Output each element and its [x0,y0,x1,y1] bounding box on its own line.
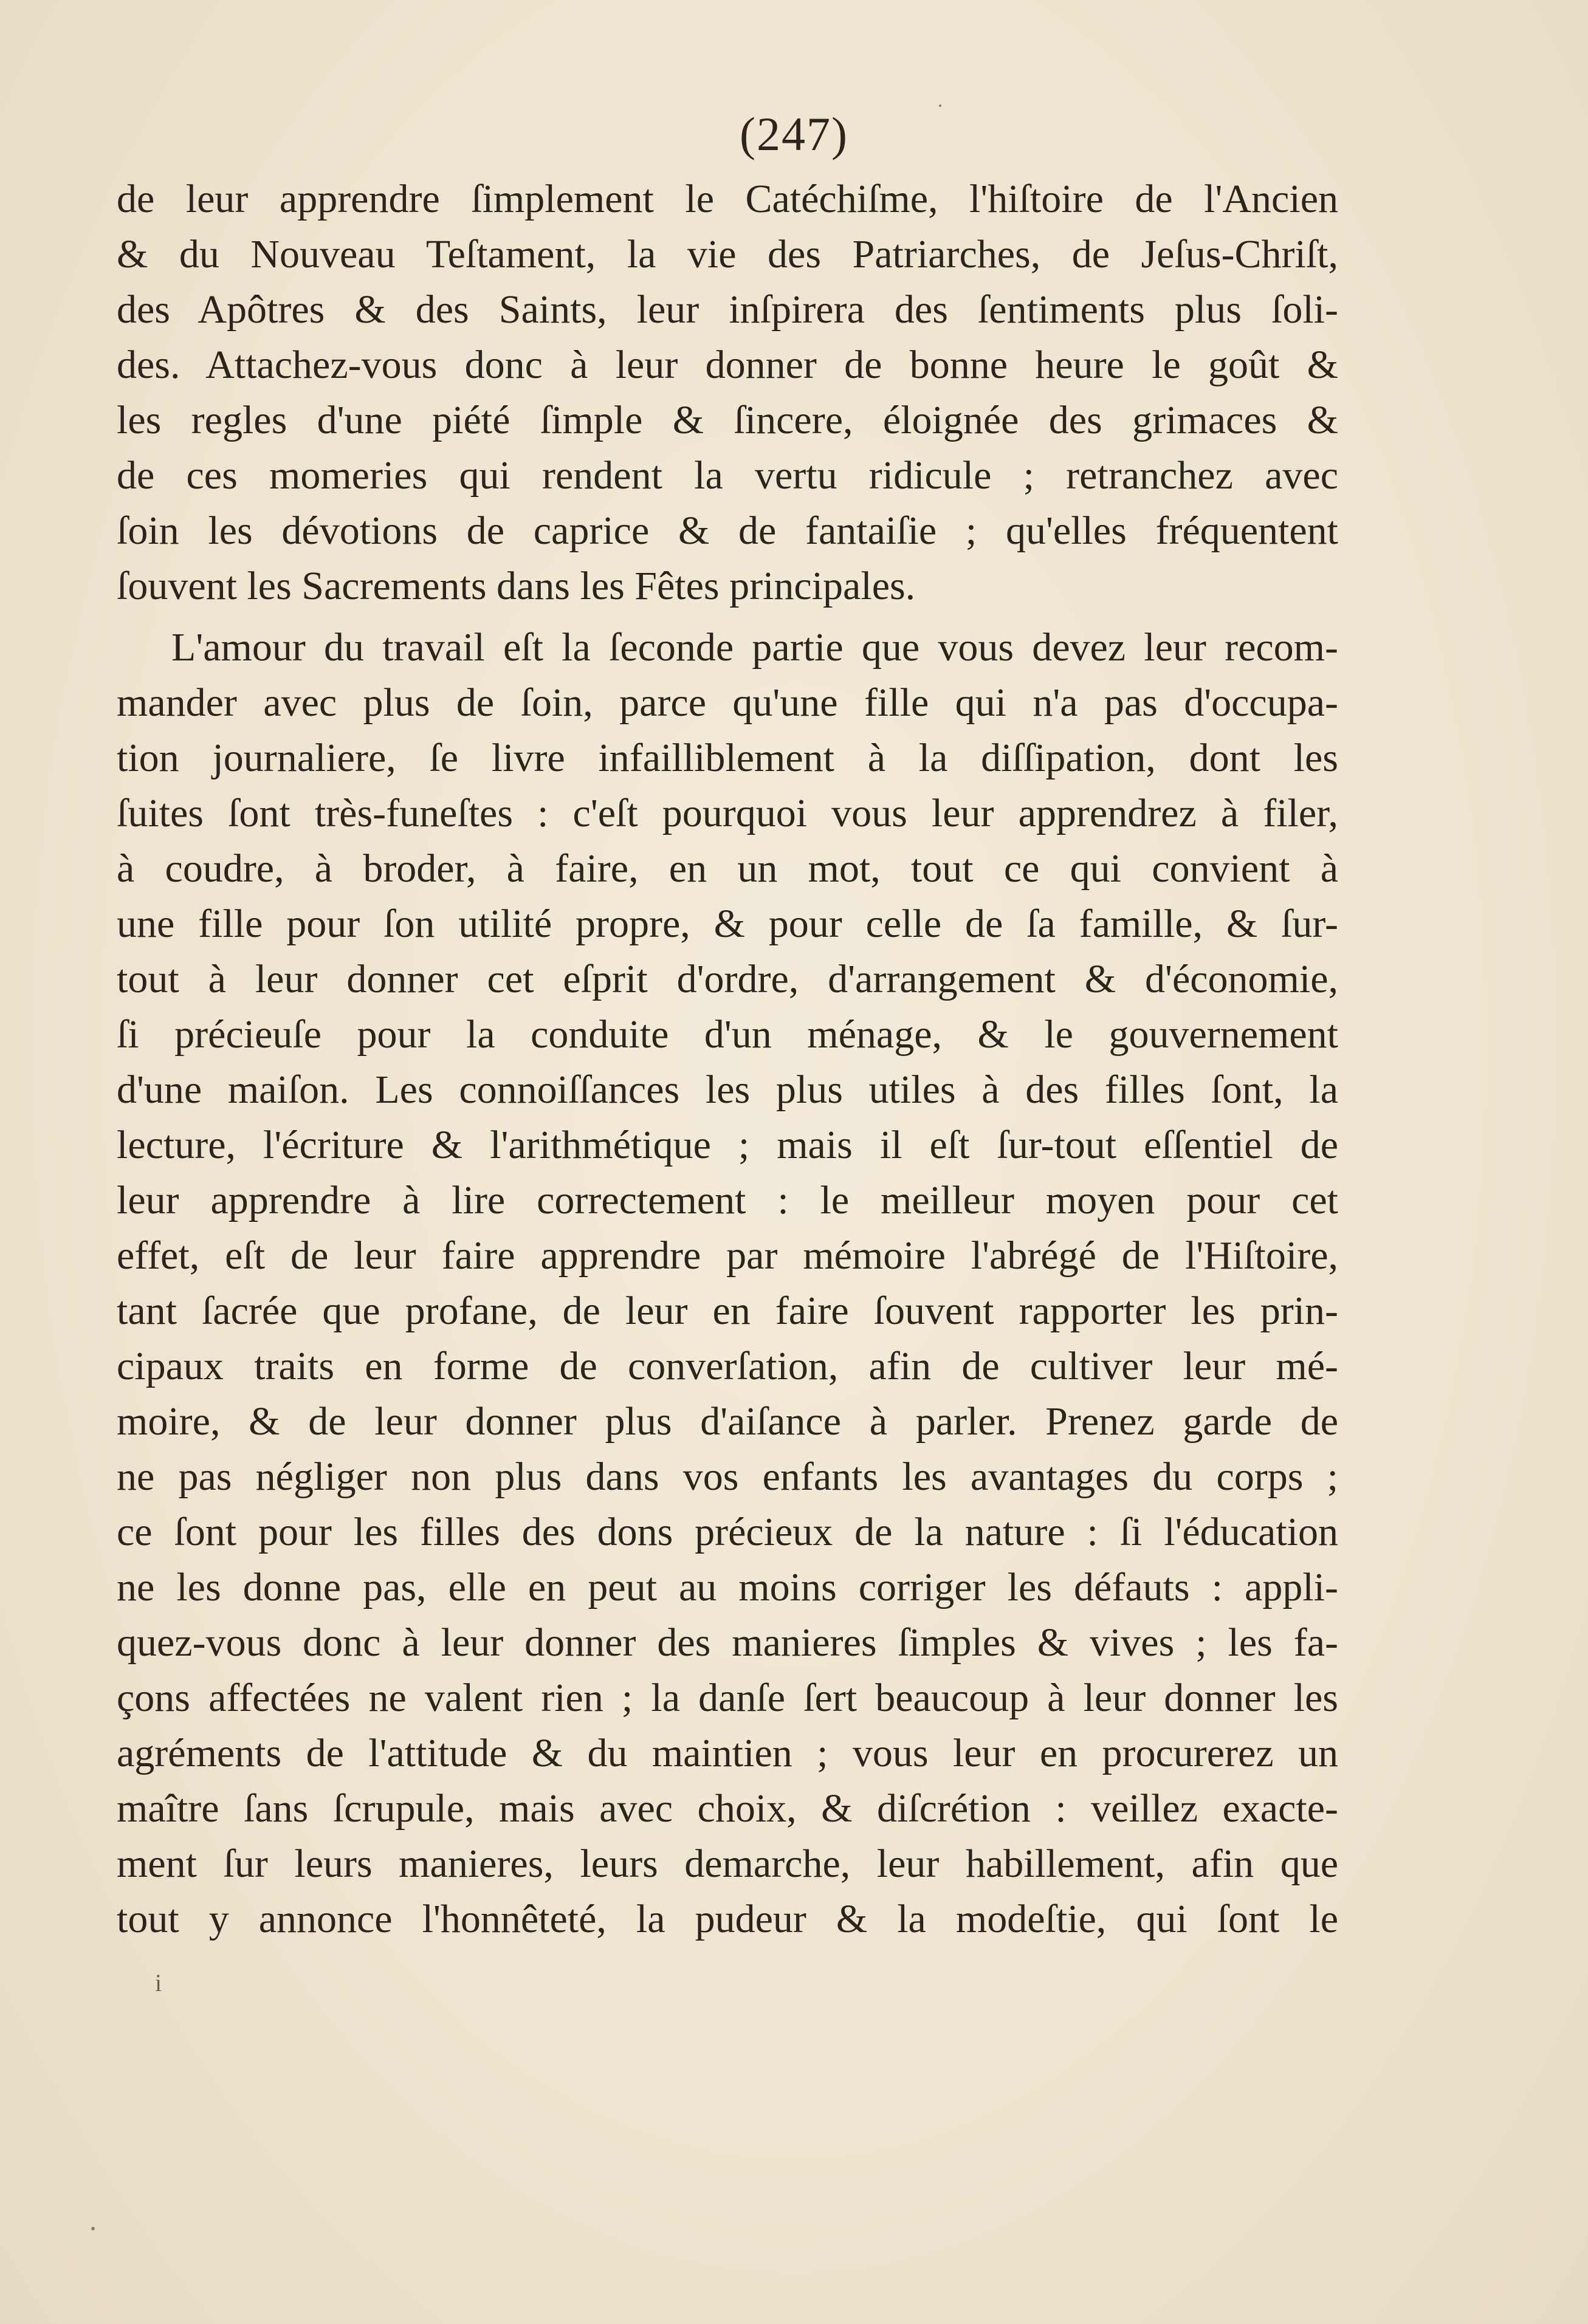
text-line: de leur apprendre ſimplement le Catéchiſme, l'hiſtoire de l'Ancien [117,177,1338,221]
text-line: les regles d'une piété ſimple & ſincere, éloignée des grimaces & [117,398,1338,442]
text-line: çons affectées ne valent rien ; la danſe ſert beaucoup à leur donner les [117,1676,1338,1720]
text-line: des. Attachez-vous donc à leur donner de bonne heure le goût & [117,343,1338,387]
text-line: tion journaliere, ſe livre infailliblement à la diſſipation, dont les [117,736,1338,780]
text-line: effet, eſt de leur faire apprendre par mémoire l'abrégé de l'Hiſtoire, [117,1233,1338,1278]
paragraph-1 [117,171,1338,614]
body-text [117,171,1338,1947]
text-line: cipaux traits en forme de converſation, afin de cultiver leur mé- [117,1344,1338,1388]
text-line: L'amour du travail eſt la ſeconde partie que vous devez leur recom- [171,625,1338,670]
text-line: moire, & de leur donner plus d'aiſance à parler. Prenez garde de [117,1399,1338,1444]
text-line: maître ſans ſcrupule, mais avec choix, & diſcrétion : veillez exacte- [117,1786,1338,1831]
text-line: à coudre, à broder, à faire, en un mot, tout ce qui convient à [117,846,1338,891]
paper-speck [939,105,941,107]
stray-mark: i [155,1969,162,1997]
text-line: mander avec plus de ſoin, parce qu'une fille qui n'a pas d'occupa- [117,680,1338,725]
text-line: lecture, l'écriture & l'arithmétique ; mais il eſt ſur-tout eſſentiel de [117,1123,1338,1167]
text-line: ſi précieuſe pour la conduite d'un ménage, & le gouvernement [117,1012,1338,1057]
text-line: leur apprendre à lire correctement : le meilleur moyen pour cet [117,1178,1338,1222]
page-number: (247) [740,108,848,160]
text-line: ce ſont pour les filles des dons précieux de la nature : ſi l'éducation [117,1510,1338,1554]
text-line: ſouvent les Sacrements dans les Fêtes principales. [117,564,916,608]
text-line: tant ſacrée que profane, de leur en faire ſouvent rapporter les prin- [117,1289,1338,1333]
text-line: des Apôtres & des Saints, leur inſpirera des ſentiments plus ſoli- [117,287,1338,332]
text-line: une fille pour ſon utilité propre, & pour celle de ſa famille, & ſur- [117,902,1338,946]
text-line: ne les donne pas, elle en peut au moins corriger les défauts : appli- [117,1565,1338,1609]
paper-speck [91,2227,95,2230]
text-line: tout y annonce l'honnêteté, la pudeur & la modeſtie, qui ſont le [117,1897,1338,1941]
text-line: de ces momeries qui rendent la vertu ridicule ; retranchez avec [117,453,1338,498]
text-line: quez-vous donc à leur donner des manieres ſimples & vives ; les fa- [117,1620,1338,1665]
paragraph-2 [117,620,1338,1947]
text-line: & du Nouveau Teſtament, la vie des Patriarches, de Jeſus-Chriſt, [117,232,1338,276]
text-line: ſoin les dévotions de caprice & de fantaiſie ; qu'elles fréquentent [117,509,1338,553]
text-line: d'une maiſon. Les connoiſſances les plus utiles à des filles ſont, la [117,1068,1338,1112]
text-line: ment ſur leurs manieres, leurs demarche, leur habillement, afin que [117,1842,1338,1886]
text-line: agréments de l'attitude & du maintien ; vous leur en procurerez un [117,1731,1338,1775]
text-line: tout à leur donner cet eſprit d'ordre, d'arrangement & d'économie, [117,957,1338,1001]
text-line: ne pas négliger non plus dans vos enfants les avantages du corps ; [117,1455,1338,1499]
text-line: ſuites ſont très-funeſtes : c'eſt pourquoi vous leur apprendrez à filer, [117,791,1338,835]
